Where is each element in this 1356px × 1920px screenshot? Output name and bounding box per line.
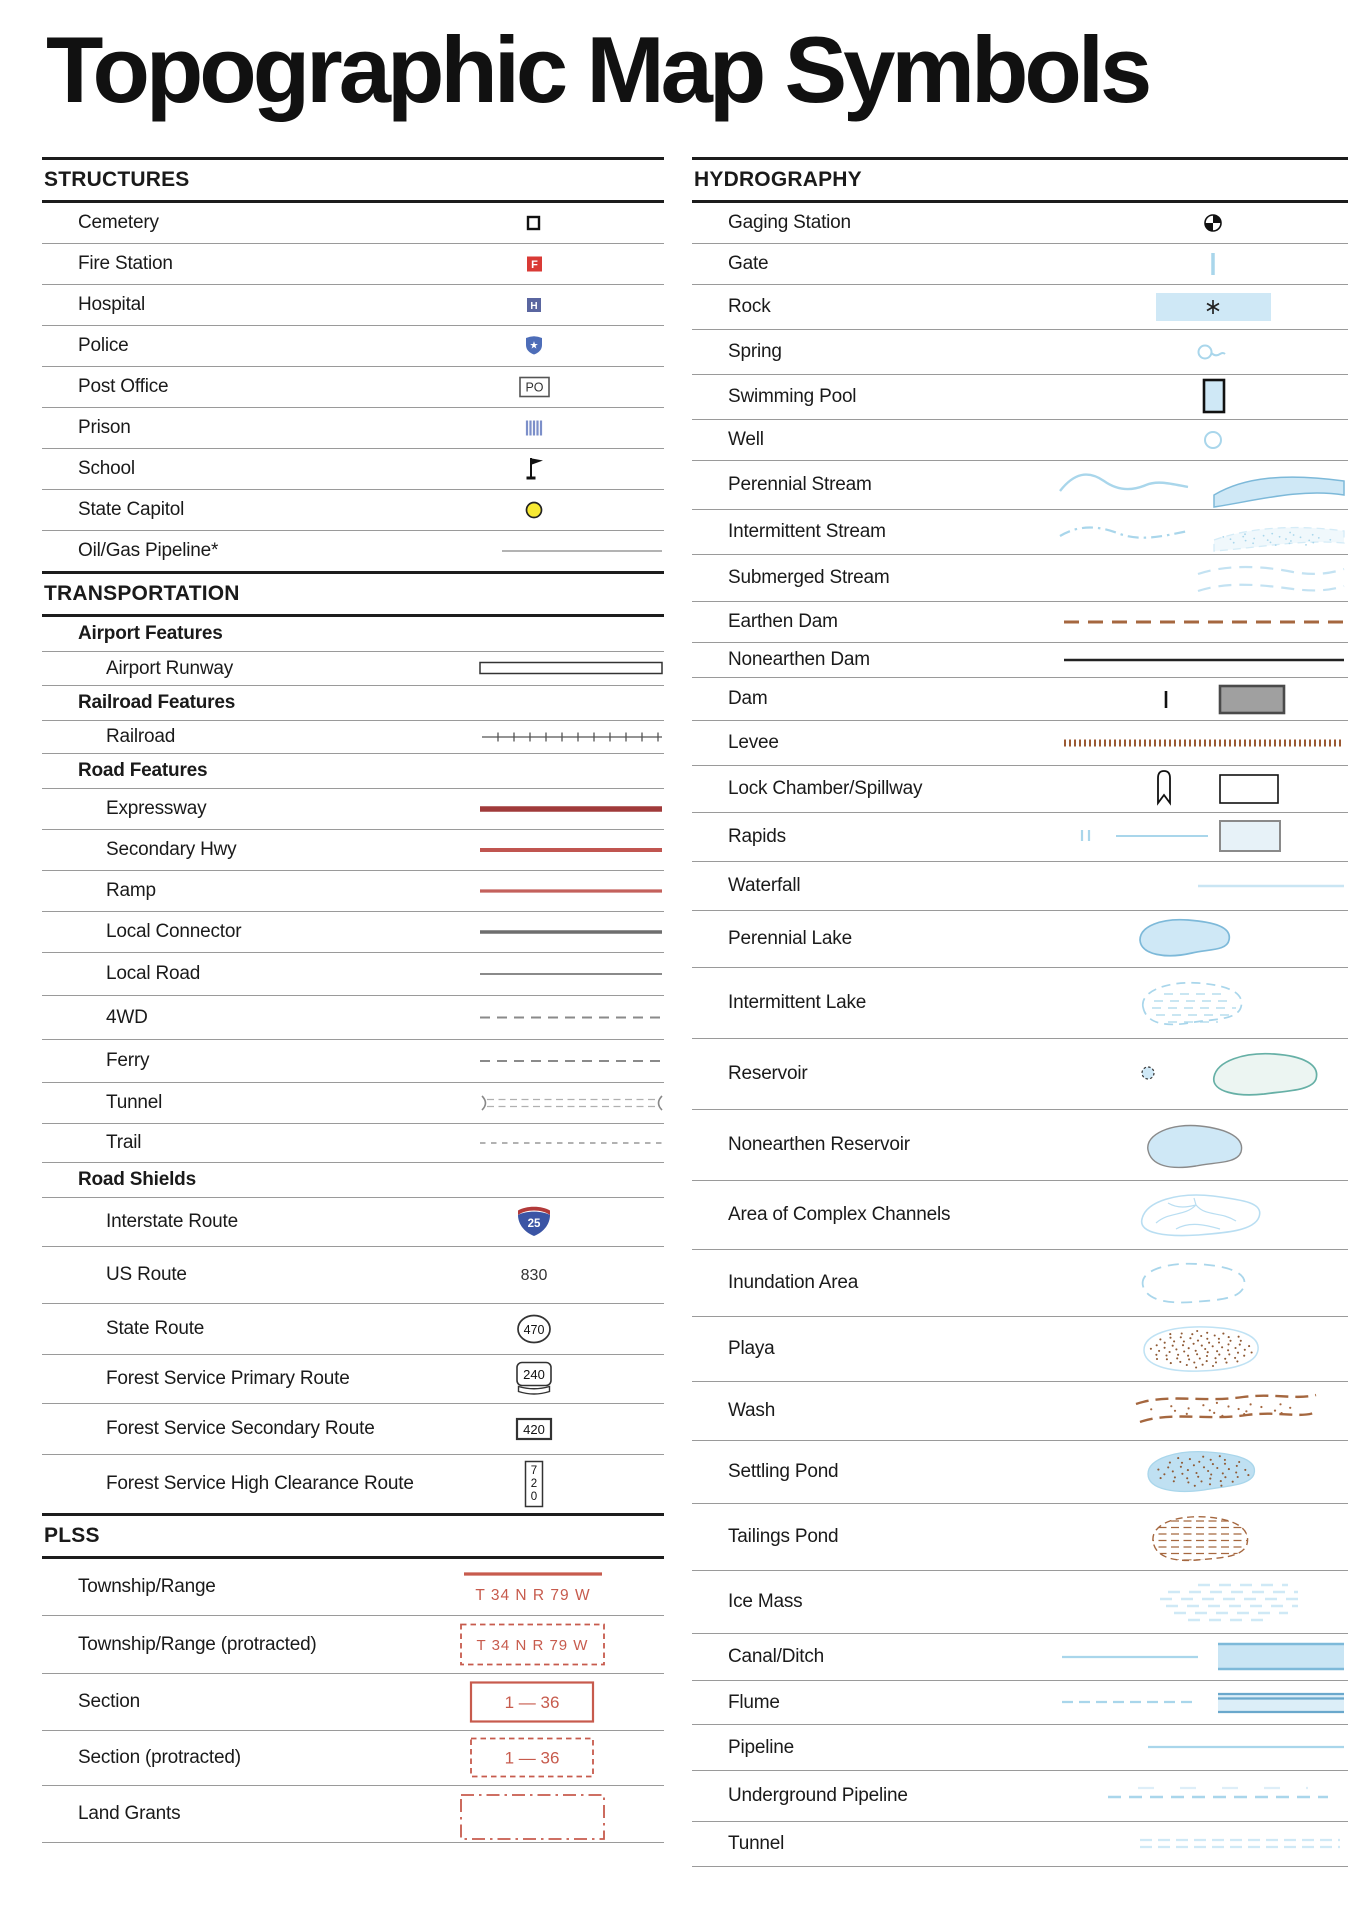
svg-text:240: 240 <box>523 1367 545 1382</box>
left-column <box>42 158 664 1843</box>
subsection-header-row <box>42 754 664 789</box>
legend-row <box>42 326 664 367</box>
spring-symbol <box>1048 330 1348 374</box>
legend-row <box>692 1822 1348 1867</box>
row-label: Forest Service High Clearance Route <box>106 1473 414 1494</box>
legend-row <box>692 813 1348 862</box>
legend-row <box>692 555 1348 602</box>
complex-channels-symbol <box>1048 1181 1348 1249</box>
legend-row <box>692 1571 1348 1634</box>
row-label: Township/Range (protracted) <box>78 1633 317 1655</box>
svg-text:T 34 N R 79 W: T 34 N R 79 W <box>476 1637 589 1654</box>
rapids-symbol <box>1048 813 1348 861</box>
row-label: Oil/Gas Pipeline* <box>78 540 219 561</box>
legend-row <box>692 1771 1348 1822</box>
legend-row <box>42 531 664 572</box>
row-label: Ramp <box>106 880 156 901</box>
legend-row <box>692 1181 1348 1250</box>
legend-row <box>692 244 1348 285</box>
subsection-header-row <box>42 686 664 721</box>
railroad-symbol <box>414 721 664 753</box>
legend-row <box>42 1455 664 1514</box>
legend-row <box>42 830 664 871</box>
row-label: Nonearthen Reservoir <box>728 1134 910 1155</box>
ferry-symbol <box>414 1040 664 1082</box>
prison-symbol <box>414 408 664 448</box>
svg-text:7: 7 <box>530 1465 538 1477</box>
row-label: Perennial Stream <box>728 474 872 495</box>
row-label: Lock Chamber/Spillway <box>728 778 923 799</box>
legend-row <box>692 643 1348 678</box>
gate-symbol <box>1048 244 1348 284</box>
subsection-title: Railroad Features <box>78 692 236 713</box>
row-label: Expressway <box>106 798 207 819</box>
legend-row <box>692 602 1348 643</box>
legend-row <box>42 1674 664 1731</box>
expressway-symbol <box>414 789 664 829</box>
cemetery-symbol <box>414 203 664 243</box>
legend-row <box>692 678 1348 721</box>
plss-section-symbol <box>414 1674 664 1730</box>
swimming-pool-symbol <box>1048 375 1348 419</box>
row-label: Pipeline <box>728 1736 795 1758</box>
legend-row <box>42 1355 664 1404</box>
section-header: STRUCTURES <box>42 157 664 203</box>
row-label: Well <box>728 429 764 450</box>
interstate-symbol <box>414 1198 664 1246</box>
legend-row <box>42 953 664 996</box>
row-label: Playa <box>728 1338 775 1359</box>
row-label: US Route <box>106 1264 187 1285</box>
state-capitol-symbol <box>414 490 664 530</box>
row-label: Reservoir <box>728 1063 808 1084</box>
legend-row <box>42 367 664 408</box>
legend-row <box>42 1083 664 1124</box>
legend-row <box>692 1634 1348 1681</box>
row-label: Canal/Ditch <box>728 1646 825 1667</box>
township-range-protracted-symbol <box>414 1616 664 1673</box>
legend-row <box>692 510 1348 555</box>
row-label: Forest Service Primary Route <box>106 1368 350 1389</box>
legend-row <box>42 1559 664 1616</box>
waterfall-symbol <box>1048 862 1348 910</box>
subsection-title: Road Shields <box>78 1169 196 1190</box>
intermittent-stream-symbol <box>1048 510 1348 554</box>
playa-symbol <box>1048 1317 1348 1381</box>
legend-row <box>692 1317 1348 1382</box>
legend-row <box>42 1198 664 1247</box>
row-label: Submerged Stream <box>728 567 890 588</box>
legend-row <box>42 1304 664 1355</box>
row-label: Tailings Pond <box>728 1526 839 1547</box>
legend-row <box>692 1039 1348 1110</box>
row-label: Area of Complex Channels <box>728 1204 951 1225</box>
row-label: Land Grants <box>78 1803 181 1824</box>
row-label: Cemetery <box>78 212 159 233</box>
trail-symbol <box>414 1124 664 1162</box>
row-label: Forest Service Secondary Route <box>106 1418 375 1439</box>
legend-row <box>692 285 1348 330</box>
legend-row <box>692 1110 1348 1181</box>
section-header: TRANSPORTATION <box>42 571 664 617</box>
row-label: Tunnel <box>106 1092 163 1113</box>
row-label: Tunnel <box>728 1833 785 1854</box>
hospital-symbol <box>414 285 664 325</box>
canal-ditch-symbol <box>1048 1634 1348 1680</box>
row-label: Airport Runway <box>106 657 234 679</box>
legend-row <box>692 862 1348 911</box>
legend-row <box>42 1786 664 1843</box>
section-header: PLSS <box>42 1513 664 1559</box>
svg-text:0: 0 <box>530 1491 538 1503</box>
reservoir-symbol <box>1048 1039 1348 1109</box>
school-symbol <box>414 449 664 489</box>
wash-symbol <box>1048 1382 1348 1440</box>
row-label: Section (protracted) <box>78 1747 241 1768</box>
us-route-symbol <box>414 1247 664 1303</box>
legend-row <box>42 1731 664 1786</box>
legend-row <box>42 996 664 1040</box>
legend-row <box>692 911 1348 968</box>
well-symbol <box>1048 420 1348 460</box>
secondary-hwy-symbol <box>414 830 664 870</box>
ramp-symbol <box>414 871 664 911</box>
row-label: Trail <box>106 1132 142 1153</box>
rock-hydro-symbol <box>1048 285 1348 329</box>
legend-row <box>42 203 664 244</box>
row-label: Local Connector <box>106 921 242 942</box>
tailings-pond-symbol <box>1048 1504 1348 1570</box>
legend-row <box>692 461 1348 510</box>
road-tunnel-symbol <box>414 1083 664 1123</box>
settling-pond-symbol <box>1048 1441 1348 1503</box>
subsection-header-row <box>42 617 664 652</box>
state-route-symbol <box>414 1304 664 1354</box>
fs-high-symbol <box>414 1455 664 1513</box>
police-symbol <box>414 326 664 366</box>
svg-text:1 — 36: 1 — 36 <box>504 1748 560 1768</box>
row-label: School <box>78 458 135 479</box>
row-label: 4WD <box>106 1006 148 1028</box>
legend-row <box>692 1441 1348 1504</box>
row-label: Post Office <box>78 376 169 397</box>
ice-mass-symbol <box>1048 1571 1348 1633</box>
svg-text:F: F <box>531 259 538 271</box>
row-label: Railroad <box>106 726 176 747</box>
subsection-title: Airport Features <box>78 623 223 644</box>
township-range-symbol <box>414 1559 664 1615</box>
airport-runway-symbol <box>414 652 664 685</box>
subsection-title: Road Features <box>78 760 208 781</box>
fourwd-symbol <box>414 996 664 1039</box>
svg-text:2: 2 <box>530 1478 538 1490</box>
row-label: Rock <box>728 296 771 317</box>
inundation-symbol <box>1048 1250 1348 1316</box>
legend-row <box>42 1247 664 1304</box>
pipeline-hydro-symbol <box>1048 1725 1348 1770</box>
fs-primary-symbol <box>414 1355 664 1403</box>
row-label: Perennial Lake <box>728 928 852 949</box>
dam-symbol <box>1048 678 1348 720</box>
legend-row <box>42 285 664 326</box>
page-title: Topographic Map Symbols <box>46 17 1149 122</box>
legend-row <box>692 1681 1348 1725</box>
svg-text:T 34 N R 79 W: T 34 N R 79 W <box>475 1587 591 1604</box>
row-label: Local Road <box>106 963 201 984</box>
row-label: Ferry <box>106 1050 150 1071</box>
legend-row <box>692 330 1348 375</box>
underground-pipeline-symbol <box>1048 1771 1348 1821</box>
tunnel-hydro-symbol <box>1048 1822 1348 1866</box>
perennial-stream-symbol <box>1048 461 1348 509</box>
legend-row <box>692 1504 1348 1571</box>
legend-row <box>692 375 1348 420</box>
row-label: Nonearthen Dam <box>728 649 870 670</box>
legend-row <box>42 652 664 686</box>
intermittent-lake-symbol <box>1048 968 1348 1038</box>
right-column <box>692 158 1348 1867</box>
legend-row <box>692 968 1348 1039</box>
svg-text:★: ★ <box>529 340 539 352</box>
gaging-station-symbol <box>1048 203 1348 243</box>
land-grants-symbol <box>414 1786 664 1842</box>
row-label: Intermittent Lake <box>728 992 867 1013</box>
row-label: Rapids <box>728 826 786 847</box>
legend-row <box>42 1616 664 1674</box>
legend-row <box>692 766 1348 813</box>
legend-row <box>692 1382 1348 1441</box>
lock-chamber-symbol <box>1048 766 1348 812</box>
row-label: State Capitol <box>78 499 185 520</box>
nonearthen-dam-symbol <box>1048 643 1348 677</box>
svg-text:H: H <box>530 301 538 312</box>
legend-row <box>42 789 664 830</box>
row-label: Fire Station <box>78 253 173 274</box>
subsection-header-row <box>42 1163 664 1198</box>
row-label: Ice Mass <box>728 1591 803 1612</box>
local-road-symbol <box>414 953 664 995</box>
legend-row <box>692 420 1348 461</box>
row-label: Underground Pipeline <box>728 1785 908 1806</box>
row-label: Waterfall <box>728 875 801 896</box>
earthen-dam-symbol <box>1048 602 1348 642</box>
legend-row <box>42 871 664 912</box>
row-label: Earthen Dam <box>728 611 838 632</box>
plss-section-protracted-symbol <box>414 1731 664 1785</box>
svg-text:PO: PO <box>525 380 544 395</box>
row-label: Township/Range <box>78 1576 216 1597</box>
row-label: Hospital <box>78 294 146 315</box>
legend-row <box>42 408 664 449</box>
row-label: Gate <box>728 253 769 274</box>
svg-text:420: 420 <box>523 1422 545 1437</box>
perennial-lake-symbol <box>1048 911 1348 967</box>
row-label: Interstate Route <box>106 1211 238 1232</box>
svg-text:830: 830 <box>520 1267 548 1284</box>
row-label: Secondary Hwy <box>106 839 237 860</box>
legend-row <box>692 1725 1348 1771</box>
legend-row <box>692 1250 1348 1317</box>
row-label: Dam <box>728 688 768 709</box>
flume-symbol <box>1048 1681 1348 1724</box>
legend-row <box>42 1040 664 1083</box>
legend-row <box>42 1124 664 1163</box>
row-label: Section <box>78 1691 140 1712</box>
legend-row <box>42 912 664 953</box>
row-label: Gaging Station <box>728 212 851 233</box>
row-label: Wash <box>728 1400 776 1421</box>
row-label: Police <box>78 335 129 356</box>
row-label: Inundation Area <box>728 1272 859 1293</box>
row-label: Swimming Pool <box>728 386 857 407</box>
svg-text:1 — 36: 1 — 36 <box>504 1693 560 1712</box>
row-label: Intermittent Stream <box>728 521 886 542</box>
fire-station-symbol <box>414 244 664 284</box>
legend-row <box>42 244 664 285</box>
oil-gas-pipeline-symbol <box>414 531 664 571</box>
svg-text:470: 470 <box>523 1323 545 1337</box>
row-label: Settling Pond <box>728 1461 839 1482</box>
nonearthen-reservoir-symbol <box>1048 1110 1348 1180</box>
row-label: Prison <box>78 417 131 438</box>
row-label: State Route <box>106 1318 205 1339</box>
svg-text:25: 25 <box>527 1218 541 1230</box>
row-label: Flume <box>728 1691 780 1713</box>
post-office-symbol <box>414 367 664 407</box>
legend-row <box>42 1404 664 1455</box>
levee-symbol <box>1048 721 1348 765</box>
row-label: Spring <box>728 341 782 362</box>
legend-row <box>42 449 664 490</box>
section-header: HYDROGRAPHY <box>692 157 1348 203</box>
legend-row <box>42 721 664 754</box>
legend-row <box>692 721 1348 766</box>
legend-row <box>42 490 664 531</box>
submerged-stream-symbol <box>1048 555 1348 601</box>
fs-secondary-symbol <box>414 1404 664 1454</box>
local-connector-symbol <box>414 912 664 952</box>
legend-columns <box>0 158 1356 1907</box>
row-label: Levee <box>728 732 779 753</box>
legend-row <box>692 203 1348 244</box>
